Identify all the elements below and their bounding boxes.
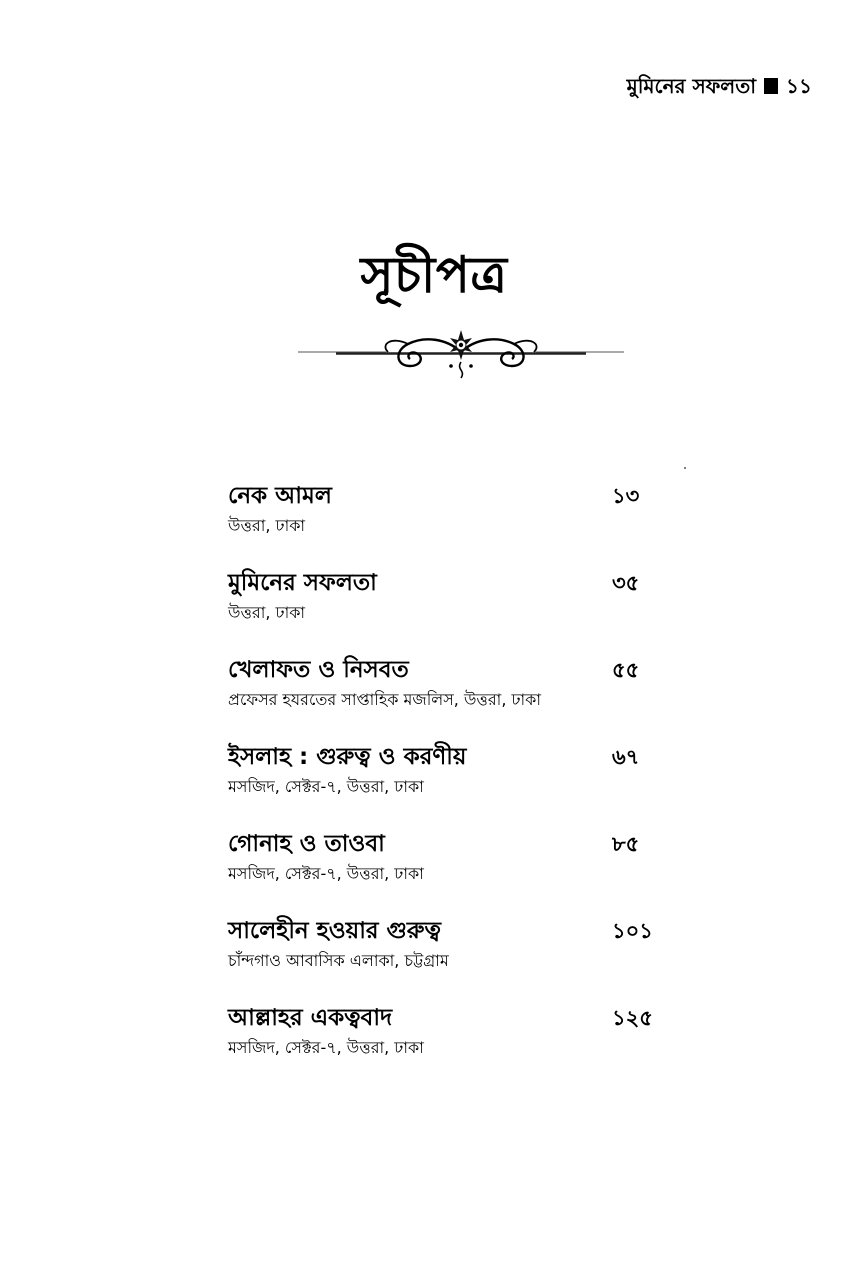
entry-page-number: ৫৫ — [612, 658, 640, 682]
entry-page-number: ৬৭ — [612, 745, 640, 769]
entry-title: নেক আমল — [228, 483, 332, 509]
entry-title: আল্লাহর একত্ববাদ — [228, 1005, 393, 1031]
entry-page-number: ৩৫ — [612, 571, 640, 595]
page-number: ১১ — [786, 74, 812, 98]
entry-page-number: ১০১ — [612, 919, 653, 943]
toc-entry — [228, 828, 668, 915]
entry-place: চাঁন্দগাও আবাসিক এলাকা, চট্টগ্রাম — [228, 951, 449, 970]
header-square-mark — [764, 78, 778, 94]
toc-entry — [228, 741, 668, 828]
entry-place: প্রফেসর হযরতের সাপ্তাহিক মজলিস, উত্তরা, ঢাকা — [228, 690, 542, 709]
toc-entry — [228, 915, 668, 1002]
entry-page-number: ১২৫ — [612, 1006, 653, 1030]
decorative-flourish — [296, 322, 626, 382]
entry-title: খেলাফত ও নিসবত — [228, 657, 409, 683]
entry-place: মসজিদ, সেক্টর-৭, উত্তরা, ঢাকা — [228, 864, 424, 883]
toc-entry — [228, 654, 668, 741]
toc-entry — [228, 567, 668, 654]
entry-place: উত্তরা, ঢাকা — [228, 516, 306, 535]
table-of-contents — [228, 480, 668, 1089]
entry-page-number: ৮৫ — [612, 832, 640, 856]
entry-place: উত্তরা, ঢাকা — [228, 603, 306, 622]
running-header — [627, 76, 812, 96]
print-speck — [684, 467, 686, 469]
page-title: সূচীপত্র — [360, 246, 508, 304]
running-title: মুমিনের সফলতা — [626, 74, 757, 98]
toc-entry — [228, 480, 668, 567]
toc-entry — [228, 1002, 668, 1089]
entry-title: ইসলাহ : গুরুত্ব ও করণীয় — [228, 744, 467, 770]
entry-title: মুমিনের সফলতা — [228, 570, 377, 596]
entry-page-number: ১৩ — [612, 484, 640, 508]
entry-place: মসজিদ, সেক্টর-৭, উত্তরা, ঢাকা — [228, 777, 424, 796]
entry-place: মসজিদ, সেক্টর-৭, উত্তরা, ঢাকা — [228, 1038, 424, 1057]
entry-title: সালেহীন হওয়ার গুরুত্ব — [228, 918, 441, 944]
entry-title: গোনাহ ও তাওবা — [228, 831, 385, 857]
